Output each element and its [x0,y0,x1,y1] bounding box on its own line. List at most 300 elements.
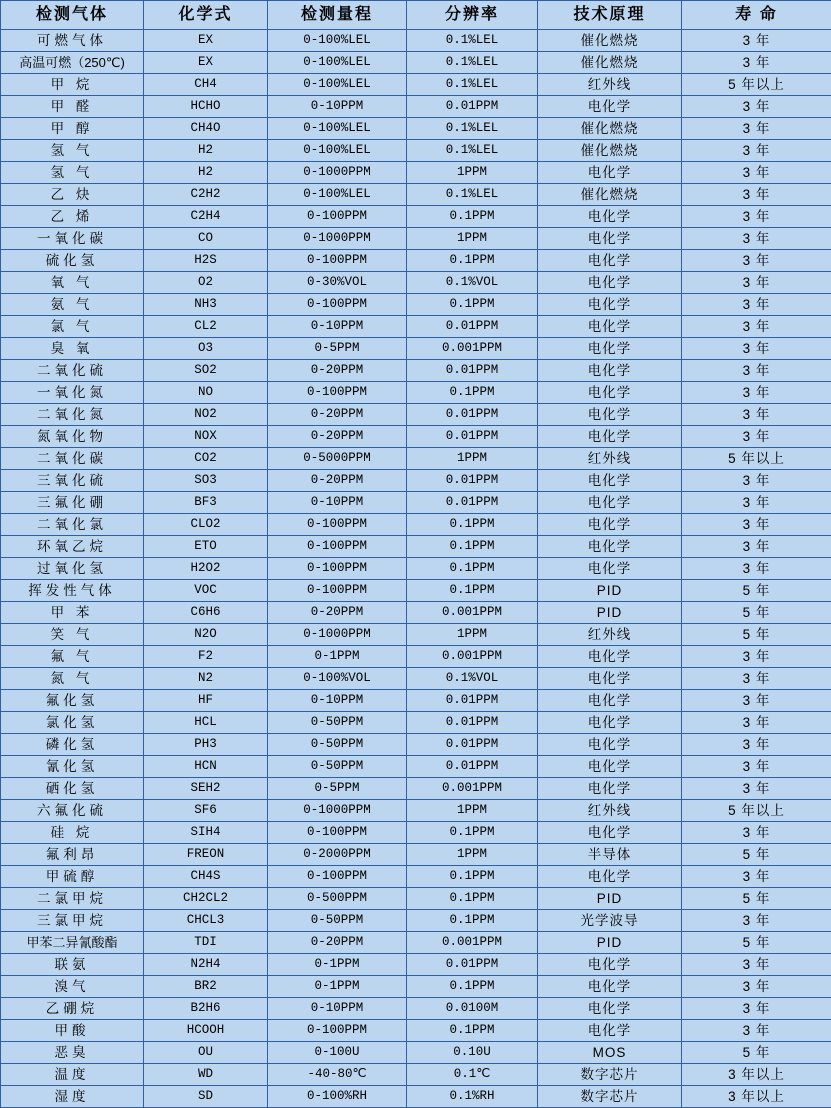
cell-lifespan: 3 年 [682,712,831,734]
cell-formula: CHCL3 [144,910,268,932]
cell-range: 0-5PPM [268,778,407,800]
cell-range: 0-500PPM [268,888,407,910]
cell-technology: 电化学 [538,206,682,228]
cell-gas-name: 可燃气体 [1,30,144,52]
cell-gas-name: 联氨 [1,954,144,976]
cell-resolution: 0.1PPM [407,580,538,602]
table-row [1,690,831,712]
cell-lifespan: 3 年 [682,492,831,514]
cell-technology: 电化学 [538,822,682,844]
cell-lifespan: 3 年 [682,778,831,800]
cell-lifespan: 3 年 [682,162,831,184]
cell-resolution: 0.1%LEL [407,184,538,206]
cell-technology: 电化学 [538,976,682,998]
cell-resolution: 0.01PPM [407,360,538,382]
cell-lifespan: 5 年 [682,932,831,954]
cell-lifespan: 3 年 [682,426,831,448]
cell-range: 0-100%RH [268,1086,407,1108]
cell-gas-name: 二氧化氮 [1,404,144,426]
table-row [1,272,831,294]
cell-formula: H2 [144,162,268,184]
cell-range: 0-100%LEL [268,140,407,162]
table-row [1,426,831,448]
cell-resolution: 0.01PPM [407,492,538,514]
cell-technology: 电化学 [538,162,682,184]
cell-lifespan: 5 年 [682,580,831,602]
cell-range: 0-30%VOL [268,272,407,294]
cell-range: -40-80℃ [268,1064,407,1086]
cell-range: 0-100PPM [268,382,407,404]
cell-resolution: 1PPM [407,162,538,184]
table-row [1,998,831,1020]
cell-technology: MOS [538,1042,682,1064]
cell-lifespan: 3 年 [682,646,831,668]
cell-gas-name: 氢 气 [1,140,144,162]
table-row [1,30,831,52]
cell-resolution: 0.01PPM [407,470,538,492]
cell-gas-name: 一氧化氮 [1,382,144,404]
cell-formula: O2 [144,272,268,294]
cell-resolution: 0.1PPM [407,558,538,580]
cell-technology: 电化学 [538,272,682,294]
cell-lifespan: 3 年 [682,294,831,316]
cell-range: 0-100PPM [268,250,407,272]
cell-resolution: 0.1%LEL [407,30,538,52]
cell-gas-name: 过氧化氢 [1,558,144,580]
table-row [1,250,831,272]
cell-gas-name: 笑 气 [1,624,144,646]
cell-resolution: 0.001PPM [407,778,538,800]
cell-resolution: 0.001PPM [407,646,538,668]
cell-technology: 电化学 [538,514,682,536]
cell-range: 0-100U [268,1042,407,1064]
table-row [1,1042,831,1064]
cell-gas-name: 甲 醇 [1,118,144,140]
cell-technology: 数字芯片 [538,1064,682,1086]
cell-range: 0-1PPM [268,954,407,976]
cell-resolution: 0.1PPM [407,976,538,998]
cell-technology: 电化学 [538,866,682,888]
cell-resolution: 0.1%VOL [407,272,538,294]
cell-lifespan: 3 年以上 [682,1086,831,1108]
cell-range: 0-100PPM [268,558,407,580]
cell-range: 0-20PPM [268,602,407,624]
cell-range: 0-20PPM [268,404,407,426]
cell-resolution: 0.1%LEL [407,140,538,162]
cell-formula: CO [144,228,268,250]
cell-range: 0-100PPM [268,536,407,558]
cell-formula: N2H4 [144,954,268,976]
cell-resolution: 1PPM [407,448,538,470]
cell-lifespan: 3 年 [682,822,831,844]
cell-gas-name: 二氧化碳 [1,448,144,470]
cell-lifespan: 3 年 [682,558,831,580]
cell-gas-name: 湿度 [1,1086,144,1108]
cell-resolution: 0.1PPM [407,910,538,932]
cell-technology: 半导体 [538,844,682,866]
cell-range: 0-100PPM [268,514,407,536]
table-row [1,338,831,360]
header-row [1,1,831,30]
cell-lifespan: 3 年 [682,382,831,404]
cell-resolution: 0.1%VOL [407,668,538,690]
cell-gas-name: 乙 烯 [1,206,144,228]
table-row [1,228,831,250]
cell-lifespan: 3 年 [682,96,831,118]
cell-formula: SO3 [144,470,268,492]
cell-technology: 电化学 [538,778,682,800]
cell-formula: H2S [144,250,268,272]
cell-range: 0-100PPM [268,822,407,844]
cell-technology: 数字芯片 [538,1086,682,1108]
table-row [1,954,831,976]
cell-technology: 电化学 [538,294,682,316]
cell-gas-name: 氨 气 [1,294,144,316]
cell-technology: 电化学 [538,492,682,514]
cell-resolution: 0.1%LEL [407,118,538,140]
cell-range: 0-100PPM [268,206,407,228]
cell-gas-name: 环氧乙烷 [1,536,144,558]
cell-technology: PID [538,602,682,624]
cell-lifespan: 5 年以上 [682,74,831,96]
table-row [1,470,831,492]
cell-technology: 电化学 [538,646,682,668]
cell-resolution: 0.01PPM [407,96,538,118]
cell-range: 0-10PPM [268,96,407,118]
cell-gas-name: 硅 烷 [1,822,144,844]
cell-technology: 电化学 [538,96,682,118]
table-row [1,734,831,756]
cell-formula: N2 [144,668,268,690]
cell-lifespan: 3 年 [682,514,831,536]
cell-lifespan: 5 年以上 [682,800,831,822]
cell-lifespan: 3 年 [682,470,831,492]
cell-range: 0-50PPM [268,734,407,756]
table-row [1,558,831,580]
cell-formula: H2 [144,140,268,162]
cell-resolution: 0.1℃ [407,1064,538,1086]
cell-gas-name: 氯化氢 [1,712,144,734]
cell-formula: TDI [144,932,268,954]
cell-range: 0-100%VOL [268,668,407,690]
cell-resolution: 0.01PPM [407,690,538,712]
cell-technology: 光学波导 [538,910,682,932]
cell-formula: ETO [144,536,268,558]
cell-resolution: 0.1%LEL [407,52,538,74]
cell-resolution: 0.1PPM [407,1020,538,1042]
cell-gas-name: 氧 气 [1,272,144,294]
cell-lifespan: 3 年 [682,206,831,228]
cell-resolution: 0.0100M [407,998,538,1020]
column-header-technology: 技术原理 [538,1,682,30]
cell-lifespan: 3 年 [682,976,831,998]
cell-resolution: 0.1PPM [407,206,538,228]
cell-gas-name: 氢 气 [1,162,144,184]
cell-technology: 红外线 [538,448,682,470]
cell-range: 0-1000PPM [268,624,407,646]
cell-formula: HCHO [144,96,268,118]
cell-formula: F2 [144,646,268,668]
cell-gas-name: 乙 炔 [1,184,144,206]
cell-formula: WD [144,1064,268,1086]
cell-formula: BF3 [144,492,268,514]
cell-formula: NOX [144,426,268,448]
cell-formula: NO [144,382,268,404]
table-row [1,822,831,844]
table-row [1,1086,831,1108]
cell-lifespan: 3 年 [682,272,831,294]
cell-technology: 电化学 [538,250,682,272]
table-row [1,492,831,514]
table-row [1,316,831,338]
cell-resolution: 0.1PPM [407,888,538,910]
cell-gas-name: 高温可燃（250℃) [1,52,144,74]
cell-lifespan: 3 年 [682,404,831,426]
cell-technology: 电化学 [538,228,682,250]
cell-gas-name: 氟化氢 [1,690,144,712]
cell-formula: CO2 [144,448,268,470]
cell-range: 0-1PPM [268,646,407,668]
cell-resolution: 0.1%LEL [407,74,538,96]
cell-lifespan: 3 年 [682,250,831,272]
cell-range: 0-1000PPM [268,162,407,184]
cell-lifespan: 5 年 [682,888,831,910]
cell-technology: PID [538,932,682,954]
cell-gas-name: 氮氧化物 [1,426,144,448]
cell-resolution: 1PPM [407,844,538,866]
cell-formula: SEH2 [144,778,268,800]
cell-technology: 催化燃烧 [538,184,682,206]
cell-gas-name: 氰化氢 [1,756,144,778]
cell-range: 0-10PPM [268,998,407,1020]
table-row [1,756,831,778]
cell-lifespan: 3 年 [682,756,831,778]
cell-lifespan: 3 年 [682,668,831,690]
cell-formula: HF [144,690,268,712]
cell-formula: HCN [144,756,268,778]
cell-gas-name: 磷化氢 [1,734,144,756]
cell-gas-name: 硒化氢 [1,778,144,800]
cell-technology: 电化学 [538,316,682,338]
table-row [1,910,831,932]
column-header-resolution: 分辨率 [407,1,538,30]
cell-resolution: 0.01PPM [407,756,538,778]
cell-lifespan: 3 年 [682,998,831,1020]
cell-range: 0-100%LEL [268,118,407,140]
table-row [1,778,831,800]
table-row [1,360,831,382]
cell-formula: CH4S [144,866,268,888]
table-body [1,30,831,1108]
cell-technology: 电化学 [538,954,682,976]
cell-gas-name: 二氯甲烷 [1,888,144,910]
cell-range: 0-20PPM [268,932,407,954]
table-row [1,668,831,690]
cell-formula: SF6 [144,800,268,822]
table-row [1,976,831,998]
table-row [1,844,831,866]
cell-technology: 电化学 [538,734,682,756]
table-row [1,602,831,624]
cell-gas-name: 甲硫醇 [1,866,144,888]
cell-technology: 电化学 [538,998,682,1020]
table-row [1,888,831,910]
cell-resolution: 0.01PPM [407,426,538,448]
cell-technology: 红外线 [538,624,682,646]
cell-formula: H2O2 [144,558,268,580]
table-row [1,1020,831,1042]
cell-resolution: 0.01PPM [407,954,538,976]
cell-lifespan: 5 年 [682,624,831,646]
cell-gas-name: 臭 氧 [1,338,144,360]
cell-lifespan: 3 年 [682,536,831,558]
cell-lifespan: 3 年 [682,338,831,360]
table-row [1,184,831,206]
cell-range: 0-100PPM [268,580,407,602]
cell-resolution: 0.1PPM [407,382,538,404]
cell-gas-name: 温度 [1,1064,144,1086]
cell-technology: 催化燃烧 [538,52,682,74]
cell-range: 0-50PPM [268,756,407,778]
cell-lifespan: 3 年 [682,1020,831,1042]
table-row [1,580,831,602]
cell-lifespan: 3 年 [682,140,831,162]
table-row [1,624,831,646]
cell-range: 0-20PPM [268,360,407,382]
table-row [1,162,831,184]
table-row [1,536,831,558]
cell-resolution: 0.01PPM [407,734,538,756]
table-row [1,800,831,822]
cell-range: 0-10PPM [268,492,407,514]
cell-range: 0-20PPM [268,470,407,492]
cell-resolution: 0.10U [407,1042,538,1064]
cell-formula: CLO2 [144,514,268,536]
cell-gas-name: 三氯甲烷 [1,910,144,932]
cell-resolution: 1PPM [407,228,538,250]
cell-gas-name: 六氟化硫 [1,800,144,822]
cell-technology: 红外线 [538,74,682,96]
cell-resolution: 0.1PPM [407,514,538,536]
cell-formula: FREON [144,844,268,866]
table-row [1,646,831,668]
cell-range: 0-5PPM [268,338,407,360]
cell-lifespan: 3 年 [682,910,831,932]
cell-lifespan: 3 年 [682,52,831,74]
cell-gas-name: 硫化氢 [1,250,144,272]
cell-range: 0-20PPM [268,426,407,448]
table-row [1,294,831,316]
cell-range: 0-100%LEL [268,30,407,52]
cell-formula: N2O [144,624,268,646]
cell-formula: CH4 [144,74,268,96]
cell-formula: EX [144,52,268,74]
cell-range: 0-100PPM [268,1020,407,1042]
cell-formula: B2H6 [144,998,268,1020]
column-header-gas: 检测气体 [1,1,144,30]
cell-range: 0-10PPM [268,316,407,338]
cell-resolution: 0.1PPM [407,250,538,272]
cell-range: 0-50PPM [268,910,407,932]
cell-gas-name: 二氧化氯 [1,514,144,536]
cell-technology: 电化学 [538,558,682,580]
cell-lifespan: 5 年 [682,1042,831,1064]
cell-gas-name: 氯 气 [1,316,144,338]
cell-lifespan: 3 年 [682,360,831,382]
cell-lifespan: 3 年 [682,228,831,250]
cell-formula: CL2 [144,316,268,338]
cell-resolution: 0.01PPM [407,316,538,338]
cell-gas-name: 三氧化硫 [1,470,144,492]
cell-gas-name: 甲 烷 [1,74,144,96]
cell-technology: 电化学 [538,338,682,360]
cell-range: 0-1000PPM [268,228,407,250]
cell-technology: PID [538,580,682,602]
cell-lifespan: 3 年 [682,316,831,338]
cell-technology: 电化学 [538,712,682,734]
cell-technology: 电化学 [538,668,682,690]
cell-lifespan: 3 年 [682,954,831,976]
cell-gas-name: 三氟化硼 [1,492,144,514]
cell-range: 0-50PPM [268,712,407,734]
cell-formula: SD [144,1086,268,1108]
cell-technology: 催化燃烧 [538,118,682,140]
cell-technology: 红外线 [538,800,682,822]
cell-resolution: 0.01PPM [407,404,538,426]
cell-lifespan: 3 年 [682,690,831,712]
table-row [1,932,831,954]
table-row [1,712,831,734]
cell-resolution: 0.001PPM [407,602,538,624]
table-row [1,206,831,228]
cell-range: 0-1PPM [268,976,407,998]
cell-lifespan: 5 年 [682,844,831,866]
cell-range: 0-5000PPM [268,448,407,470]
table-row [1,404,831,426]
cell-resolution: 0.1%RH [407,1086,538,1108]
cell-formula: OU [144,1042,268,1064]
column-header-lifespan: 寿 命 [682,1,831,30]
cell-technology: 电化学 [538,470,682,492]
cell-resolution: 0.1PPM [407,294,538,316]
cell-gas-name: 甲苯二异氰酸酯 [1,932,144,954]
cell-lifespan: 5 年以上 [682,448,831,470]
table-row [1,866,831,888]
cell-formula: C2H2 [144,184,268,206]
table-row [1,118,831,140]
cell-resolution: 0.1PPM [407,822,538,844]
table-row [1,74,831,96]
cell-resolution: 1PPM [407,624,538,646]
cell-lifespan: 3 年以上 [682,1064,831,1086]
cell-range: 0-100PPM [268,294,407,316]
cell-formula: NO2 [144,404,268,426]
cell-technology: 电化学 [538,360,682,382]
cell-gas-name: 挥发性气体 [1,580,144,602]
cell-technology: 电化学 [538,690,682,712]
cell-technology: 催化燃烧 [538,30,682,52]
cell-resolution: 1PPM [407,800,538,822]
cell-range: 0-100%LEL [268,184,407,206]
cell-resolution: 0.001PPM [407,932,538,954]
cell-formula: VOC [144,580,268,602]
cell-resolution: 0.1PPM [407,536,538,558]
cell-gas-name: 一氧化碳 [1,228,144,250]
cell-range: 0-2000PPM [268,844,407,866]
cell-lifespan: 3 年 [682,866,831,888]
cell-range: 0-100%LEL [268,74,407,96]
cell-formula: SO2 [144,360,268,382]
